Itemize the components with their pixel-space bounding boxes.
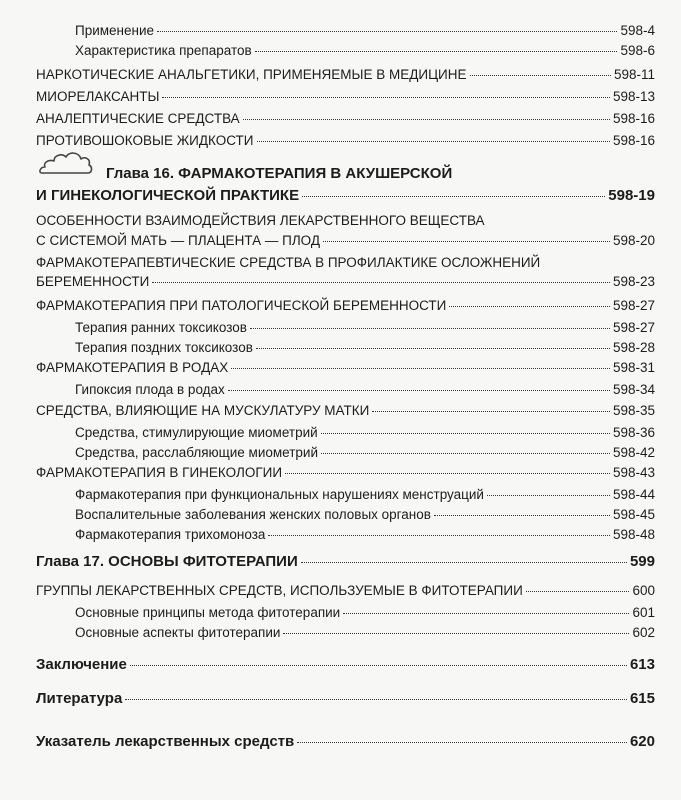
- dot-leader: [321, 453, 610, 454]
- dot-leader: [470, 75, 611, 76]
- toc-entry: [36, 110, 655, 127]
- toc-entry-title: Основные аспекты фитотерапии: [75, 625, 281, 640]
- toc-entry-title: ФАРМАКОТЕРАПЕВТИЧЕСКИЕ СРЕДСТВА В ПРОФИЛАКТИКЕ ОСЛОЖНЕНИЙ: [36, 255, 541, 270]
- toc-entry-page: 598-16: [612, 133, 655, 148]
- toc-entry: [75, 486, 655, 503]
- dot-leader: [228, 390, 610, 391]
- toc-entry-title: ПРОТИВОШОКОВЫЕ ЖИДКОСТИ: [36, 133, 254, 148]
- dot-leader: [243, 119, 610, 120]
- cloud-icon: [36, 150, 94, 176]
- dot-leader: [268, 535, 610, 536]
- toc-entry: [36, 66, 655, 83]
- toc-entry-page: 600: [632, 583, 655, 598]
- dot-leader: [301, 562, 627, 563]
- toc-entry-title: Основные принципы метода фитотерапии: [75, 605, 341, 620]
- dot-leader: [157, 31, 617, 32]
- toc-entry-page: 598-48: [612, 527, 655, 542]
- chapter-title: Глава 17. ОСНОВЫ ФИТОТЕРАПИИ: [36, 553, 298, 570]
- toc-entry-page: 598-23: [612, 274, 655, 289]
- chapter-page: 615: [629, 690, 655, 707]
- toc-entry-title: Воспалительные заболевания женских половых органов: [75, 507, 431, 522]
- toc-entry: [75, 319, 655, 336]
- dot-leader: [283, 633, 629, 634]
- toc-entry-title: Средства, расслабляющие миометрий: [75, 445, 318, 460]
- dot-leader: [449, 306, 610, 307]
- dot-leader: [372, 411, 610, 412]
- toc-entry-title: Терапия ранних токсикозов: [75, 320, 247, 335]
- dot-leader: [297, 742, 627, 743]
- dot-leader: [343, 613, 629, 614]
- toc-entry: [36, 582, 655, 599]
- chapter-title: И ГИНЕКОЛОГИЧЕСКОЙ ПРАКТИКЕ: [36, 187, 300, 204]
- toc-entry-page: 598-45: [612, 507, 655, 522]
- chapter-page: 599: [629, 553, 655, 570]
- toc-entry-page: 598-36: [612, 425, 655, 440]
- dot-leader: [257, 141, 610, 142]
- toc-entry-page: 598-27: [612, 320, 655, 335]
- dot-leader: [162, 97, 610, 98]
- toc-entry-title: ФАРМАКОТЕРАПИЯ В РОДАХ: [36, 360, 229, 375]
- chapter-title: Глава 16. ФАРМАКОТЕРАПИЯ В АКУШЕРСКОЙ: [106, 165, 453, 182]
- dot-leader: [130, 665, 627, 666]
- toc-entry-title: Характеристика препаратов: [75, 43, 252, 58]
- toc-entry-title: МИОРЕЛАКСАНТЫ: [36, 89, 160, 104]
- chapter-entry: [36, 187, 655, 204]
- toc-entry-title: ФАРМАКОТЕРАПИЯ В ГИНЕКОЛОГИИ: [36, 465, 283, 480]
- chapter-title: Указатель лекарственных средств: [36, 733, 295, 750]
- toc-entry: [36, 297, 655, 314]
- dot-leader: [321, 433, 610, 434]
- toc-entry-page: 598-11: [613, 67, 655, 82]
- toc-entry: [36, 132, 655, 149]
- toc-entry: [75, 624, 655, 641]
- toc-entry-page: 598-4: [620, 23, 655, 38]
- dot-leader: [125, 699, 627, 700]
- toc-entry: [36, 464, 655, 481]
- toc-entry-title: СРЕДСТВА, ВЛИЯЮЩИЕ НА МУСКУЛАТУРУ МАТКИ: [36, 403, 370, 418]
- toc-entry-page: 598-43: [612, 465, 655, 480]
- toc-entry: [75, 22, 655, 39]
- toc-entry: [75, 381, 655, 398]
- toc-entry: [75, 424, 655, 441]
- toc-entry-page: 598-44: [612, 487, 655, 502]
- toc-entry-page: 598-28: [612, 340, 655, 355]
- toc-entry-title: БЕРЕМЕННОСТИ: [36, 274, 150, 289]
- toc-entry-title: Фармакотерапия при функциональных нарушениях менструаций: [75, 487, 484, 502]
- toc-entry: [36, 273, 655, 290]
- dot-leader: [152, 282, 610, 283]
- toc-entry-title: ФАРМАКОТЕРАПИЯ ПРИ ПАТОЛОГИЧЕСКОЙ БЕРЕМЕННОСТИ: [36, 298, 447, 313]
- toc-entry: [36, 88, 655, 105]
- dot-leader: [487, 495, 610, 496]
- toc-entry-title: ГРУППЫ ЛЕКАРСТВЕННЫХ СРЕДСТВ, ИСПОЛЬЗУЕМЫЕ В ФИТОТЕРАПИИ: [36, 583, 523, 598]
- toc-entry-page: 598-35: [612, 403, 655, 418]
- toc-entry: [75, 444, 655, 461]
- toc-entry-title: Гипоксия плода в родах: [75, 382, 225, 397]
- toc-entry-page: 598-20: [612, 233, 655, 248]
- toc-entry-title: Средства, стимулирующие миометрий: [75, 425, 318, 440]
- chapter-entry: [36, 656, 655, 673]
- toc-entry-title: НАРКОТИЧЕСКИЕ АНАЛЬГЕТИКИ, ПРИМЕНЯЕМЫЕ В МЕДИЦИНЕ: [36, 67, 467, 82]
- dot-leader: [250, 328, 610, 329]
- toc-entry: [36, 402, 655, 419]
- toc-entry-page: 598-6: [620, 43, 655, 58]
- toc-entry-page: 601: [632, 605, 655, 620]
- toc-entry-title: Применение: [75, 23, 155, 38]
- toc-entry: [75, 339, 655, 356]
- toc-entry-page: 598-31: [612, 360, 655, 375]
- toc-entry: [75, 42, 655, 59]
- dot-leader: [302, 196, 605, 197]
- dot-leader: [256, 348, 610, 349]
- toc-entry-title: ОСОБЕННОСТИ ВЗАИМОДЕЙСТВИЯ ЛЕКАРСТВЕННОГО ВЕЩЕСТВА: [36, 213, 485, 228]
- toc-entry: [36, 232, 655, 249]
- toc-entry-page: 598-34: [612, 382, 655, 397]
- chapter-page: 613: [629, 656, 655, 673]
- chapter-page: 620: [629, 733, 655, 750]
- chapter-title: Литература: [36, 690, 123, 707]
- dot-leader: [231, 368, 610, 369]
- toc-entry-page: 598-42: [612, 445, 655, 460]
- dot-leader: [323, 241, 610, 242]
- toc-entry-title: Терапия поздних токсикозов: [75, 340, 253, 355]
- dot-leader: [526, 591, 630, 592]
- toc-entry-page: 598-27: [612, 298, 655, 313]
- toc-entry: [75, 526, 655, 543]
- chapter-page: 598-19: [608, 187, 655, 204]
- toc-entry-page: 598-16: [612, 111, 655, 126]
- toc-entry-title: С СИСТЕМОЙ МАТЬ — ПЛАЦЕНТА — ПЛОД: [36, 233, 321, 248]
- chapter-title: Заключение: [36, 656, 127, 673]
- chapter-entry: [36, 690, 655, 707]
- toc-entry-page: 602: [632, 625, 655, 640]
- toc-entry: [36, 359, 655, 376]
- toc-entry-page: 598-13: [612, 89, 655, 104]
- chapter-entry: [36, 553, 655, 570]
- toc-entry: [75, 604, 655, 621]
- toc-entry-title: АНАЛЕПТИЧЕСКИЕ СРЕДСТВА: [36, 111, 240, 126]
- toc-entry-title: Фармакотерапия трихомоноза: [75, 527, 266, 542]
- dot-leader: [285, 473, 610, 474]
- chapter-entry: [36, 733, 655, 750]
- dot-leader: [255, 51, 618, 52]
- toc-entry: [75, 506, 655, 523]
- dot-leader: [434, 515, 610, 516]
